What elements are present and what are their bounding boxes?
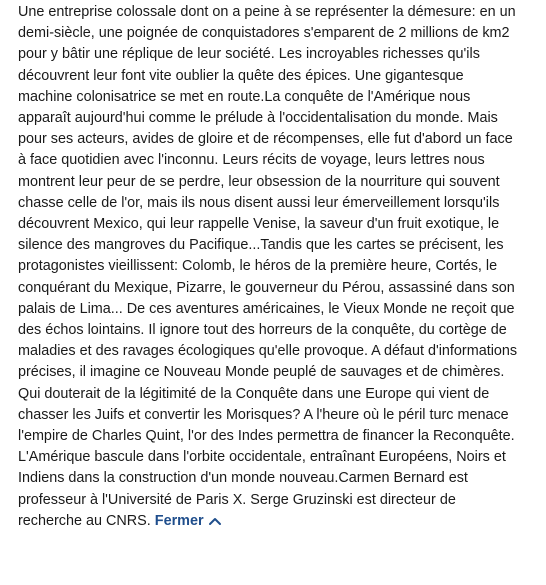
description-line: L'Amérique bascule dans l'orbite occidentale, entraînant Européens, Noirs et [18, 449, 506, 466]
chevron-up-icon [208, 515, 222, 527]
description-line: des échos lointains. Il ignore tout des horreurs de la conquête, du cortège de [18, 322, 507, 339]
description-line: Une entreprise colossale dont on a peine à se représenter la démesure: en un [18, 4, 516, 20]
description-line: découvrent leur font vite oublier la quête des épices. Une gigantesque [18, 67, 464, 84]
description-line: pour y bâtir une réplique de leur société. Les incroyables richesses qu'ils [18, 46, 480, 63]
description-line: montrent leur peur de se perdre, leur obsession de la nourriture qui souvent [18, 173, 500, 190]
description-line: silence des mangroves du Pacifique...Tandis que les cartes se précisent, les [18, 237, 504, 254]
description-line: demi-siècle, une poignée de conquistadores s'emparent de 2 millions de km2 [18, 25, 510, 42]
description-line: l'empire de Charles Quint, l'or des Indes permettra de financer la Reconquête. [18, 428, 515, 445]
description-line: précises, il imagine ce Nouveau Monde peuplé de sauvages et de chimères. [18, 364, 505, 381]
description-line: découvrent Mexico, qui leur rappelle Venise, la saveur d'un fruit exotique, le [18, 216, 500, 233]
description-line: chasser les Juifs et convertir les Morisques? A l'heure où le péril turc menace [18, 406, 509, 423]
description-line: palais de Lima... De ces aventures américaines, le Vieux Monde ne reçoit que [18, 300, 515, 317]
book-description [18, 2, 528, 532]
collapse-description-button[interactable] [155, 511, 222, 532]
collapse-label: Fermer [154, 512, 204, 529]
description-line: maladies et des ravages écologiques qu'elle provoque. A défaut d'informations [18, 343, 518, 360]
description-line: machine colonisatrice se met en route.La conquête de l'Amérique nous [18, 88, 471, 105]
description-line: Indiens dans la construction d'un monde nouveau.Carmen Bernard est [18, 470, 468, 487]
description-line: à face quotidien avec l'inconnu. Leurs récits de voyage, leurs lettres nous [18, 152, 485, 169]
description-line: chasse celle de l'or, mais ils nous disent aussi leur émerveillement lorsqu'ils [18, 194, 500, 211]
description-line: professeur à l'Université de Paris X. Serge Gruzinski est directeur de [18, 491, 456, 508]
description-line: conquérant du Mexique, Pizarre, le gouverneur du Pérou, assassiné dans son [18, 279, 515, 296]
description-line: recherche au CNRS. [18, 512, 151, 529]
description-line: Qui douterait de la légitimité de la Conquête dans une Europe qui vient de [18, 385, 490, 402]
description-line: apparaît aujourd'hui comme le prélude à l'occidentalisation du monde. Mais [18, 110, 498, 127]
description-last-line [18, 511, 528, 532]
description-line: pour ses acteurs, avides de gloire et de récompenses, elle fut d'abord un face [18, 131, 513, 148]
description-line: protagonistes vieillissent: Colomb, le héros de la première heure, Cortés, le [18, 258, 498, 275]
